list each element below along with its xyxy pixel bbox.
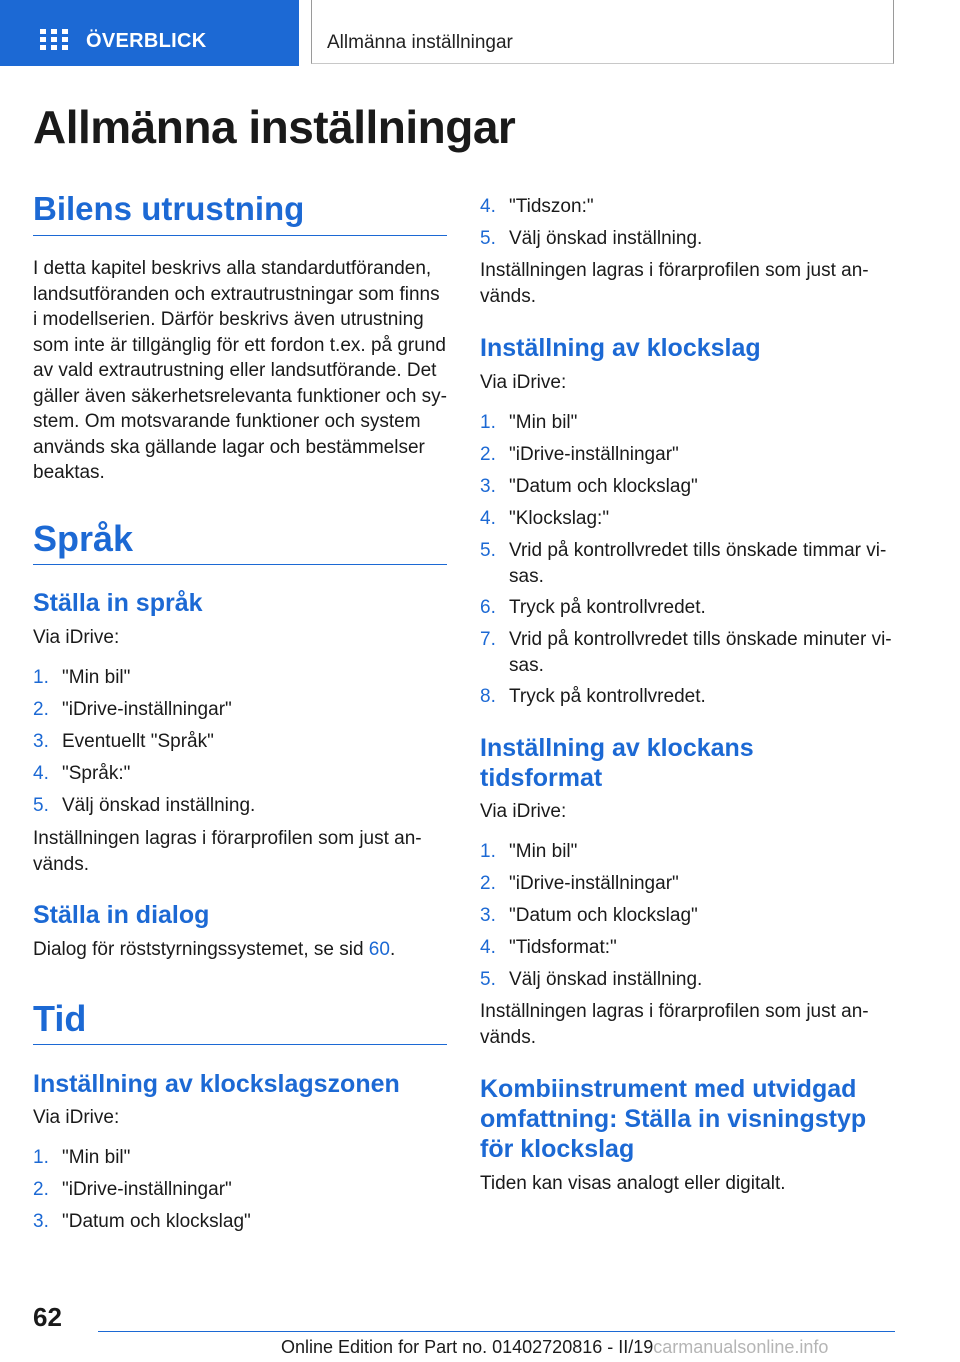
list-number: 4.	[480, 196, 496, 217]
list-text: Tryck på kontrollvredet.	[509, 597, 706, 618]
list-number: 3.	[33, 1211, 49, 1232]
paragraph-line: landsutföranden och extrautrustningar som finns	[33, 283, 440, 305]
subheading-set-language: Ställa in språk	[33, 589, 203, 617]
list-number: 4.	[480, 508, 496, 529]
breadcrumb-label: Allmänna inställningar	[327, 32, 513, 53]
via-idrive-label: Via iDrive:	[33, 1107, 120, 1128]
list-item	[480, 474, 894, 500]
instrument-paragraph: Tiden kan visas analogt eller digitalt.	[480, 1173, 786, 1194]
section-heading-equipment: Bilens utrustning	[33, 190, 447, 236]
dialog-text-end: .	[389, 939, 396, 960]
list-number: 2.	[33, 1179, 49, 1200]
list-text: "iDrive-inställningar"	[509, 444, 679, 465]
list-item	[480, 684, 894, 710]
note-line: vänds.	[480, 285, 536, 307]
list-item	[480, 935, 894, 961]
list-text: Eventuellt "Språk"	[62, 731, 214, 752]
list-text: "Tidszon:"	[509, 196, 594, 217]
subheading-instrument-cluster	[480, 1074, 866, 1164]
storage-note	[33, 826, 447, 877]
list-text: Välj önskad inställning.	[509, 969, 703, 990]
list-number: 5.	[480, 969, 496, 990]
list-text: "Språk:"	[62, 763, 131, 784]
list-text: "iDrive-inställningar"	[62, 699, 232, 720]
subheading-clock: Inställning av klockslag	[480, 334, 761, 362]
list-item	[33, 793, 447, 819]
heading-line: Kombiinstrument med utvidgad	[480, 1075, 857, 1103]
list-text: Välj önskad inställning.	[62, 795, 256, 816]
list-item	[33, 1209, 447, 1235]
page-title: Allmänna inställningar	[33, 101, 516, 153]
paragraph-line: av vald extrautrustning eller landsutförande. Det	[33, 360, 437, 381]
list-number: 4.	[480, 937, 496, 958]
list-number: 8.	[480, 686, 496, 707]
note-line: Inställningen lagras i förarprofilen som just an-	[33, 828, 422, 849]
list-item	[480, 871, 894, 897]
list-item	[33, 761, 447, 787]
paragraph-line: i modellserien. Därför beskrivs även utrustning	[33, 309, 424, 330]
note-line: Inställningen lagras i förarprofilen som just an-	[480, 1001, 869, 1022]
list-number: 4.	[33, 763, 49, 784]
grid-icon	[40, 29, 68, 51]
list-number: 2.	[480, 444, 496, 465]
list-number: 5.	[480, 540, 496, 561]
list-text: "Min bil"	[62, 1147, 131, 1168]
dialog-paragraph	[33, 937, 447, 963]
list-item	[480, 506, 894, 532]
page-reference-link[interactable]: 60	[368, 939, 390, 960]
paragraph-line: stem. Om motsvarande funktioner och system	[33, 411, 421, 432]
list-text: "Datum och klockslag"	[62, 1211, 251, 1232]
list-item	[33, 1145, 447, 1171]
list-text: Vrid på kontrollvredet tills önskade timmar vi-	[509, 540, 887, 561]
list-number: 1.	[480, 412, 496, 433]
note-line: Inställningen lagras i förarprofilen som just an-	[480, 260, 869, 281]
list-item	[480, 627, 894, 678]
list-text: "Klockslag:"	[509, 508, 610, 529]
list-number: 3.	[480, 905, 496, 926]
list-text: sas.	[509, 565, 544, 587]
list-text: "Min bil"	[509, 841, 578, 862]
heading-line: Inställning av klockans	[480, 734, 754, 762]
list-item	[480, 839, 894, 865]
list-item	[480, 903, 894, 929]
list-text: "iDrive-inställningar"	[509, 873, 679, 894]
list-item	[33, 729, 447, 755]
list-number: 2.	[480, 873, 496, 894]
dialog-text: Dialog för röststyrningssystemet, se sid	[33, 939, 369, 960]
list-item	[480, 226, 894, 252]
storage-note	[480, 999, 894, 1050]
storage-note	[480, 258, 894, 309]
list-number: 1.	[480, 841, 496, 862]
list-item	[480, 967, 894, 993]
section-heading-time: Tid	[33, 998, 447, 1045]
overview-label: ÖVERBLICK	[86, 30, 207, 52]
list-item	[480, 410, 894, 436]
list-item	[480, 595, 894, 621]
list-number: 1.	[33, 667, 49, 688]
list-item	[480, 442, 894, 468]
list-text: "Datum och klockslag"	[509, 476, 698, 497]
list-number: 3.	[33, 731, 49, 752]
top-navigation-bar	[0, 0, 960, 66]
list-text: "Datum och klockslag"	[509, 905, 698, 926]
list-number: 5.	[33, 795, 49, 816]
list-text: sas.	[509, 654, 544, 676]
paragraph-line: I detta kapitel beskrivs alla standardutföranden,	[33, 258, 432, 279]
via-idrive-label: Via iDrive:	[480, 801, 567, 822]
note-line: vänds.	[480, 1026, 536, 1048]
footer-divider	[98, 1331, 895, 1332]
list-text: Välj önskad inställning.	[509, 228, 703, 249]
list-item	[480, 194, 894, 220]
list-text: Vrid på kontrollvredet tills önskade minuter vi-	[509, 629, 892, 650]
edition-text: Online Edition for Part no. 01402720816 - II/19	[281, 1337, 654, 1357]
heading-line: för klockslag	[480, 1135, 635, 1163]
list-number: 7.	[480, 629, 496, 650]
list-number: 2.	[33, 699, 49, 720]
equipment-paragraph	[33, 256, 447, 486]
list-item	[33, 1177, 447, 1203]
page-number: 62	[33, 1302, 62, 1332]
list-text: "Tidsformat:"	[509, 937, 617, 958]
paragraph-line: som inte är tillgänglig för ett fordon t.ex. på grund	[33, 334, 446, 356]
watermark-text: carmanualsonline.info	[653, 1337, 829, 1357]
list-number: 1.	[33, 1147, 49, 1168]
list-text: "Min bil"	[509, 412, 578, 433]
section-heading-language: Språk	[33, 518, 447, 565]
list-item	[33, 665, 447, 691]
subheading-timezone: Inställning av klockslagszonen	[33, 1070, 400, 1098]
breadcrumb[interactable]	[311, 0, 894, 64]
list-number: 5.	[480, 228, 496, 249]
paragraph-line: beaktas.	[33, 462, 105, 483]
heading-line: omfattning: Ställa in visningstyp	[480, 1105, 867, 1133]
via-idrive-label: Via iDrive:	[480, 372, 567, 393]
list-number: 6.	[480, 597, 496, 618]
list-text: Tryck på kontrollvredet.	[509, 686, 706, 707]
note-line: vänds.	[33, 853, 89, 875]
heading-line: tidsformat	[480, 764, 603, 792]
list-text: "iDrive-inställningar"	[62, 1179, 232, 1200]
paragraph-line: gäller även säkerhetsrelevanta funktioner och sy-	[33, 385, 448, 407]
list-text: "Min bil"	[62, 667, 131, 688]
paragraph-line: används ska gällande lagar och bestämmelser	[33, 436, 425, 458]
overview-tab[interactable]	[0, 0, 299, 66]
footer-edition	[281, 1337, 828, 1358]
subheading-time-format	[480, 733, 754, 793]
list-item	[480, 538, 894, 589]
list-number: 3.	[480, 476, 496, 497]
subheading-set-dialog: Ställa in dialog	[33, 901, 210, 929]
via-idrive-label: Via iDrive:	[33, 627, 120, 648]
list-item	[33, 697, 447, 723]
